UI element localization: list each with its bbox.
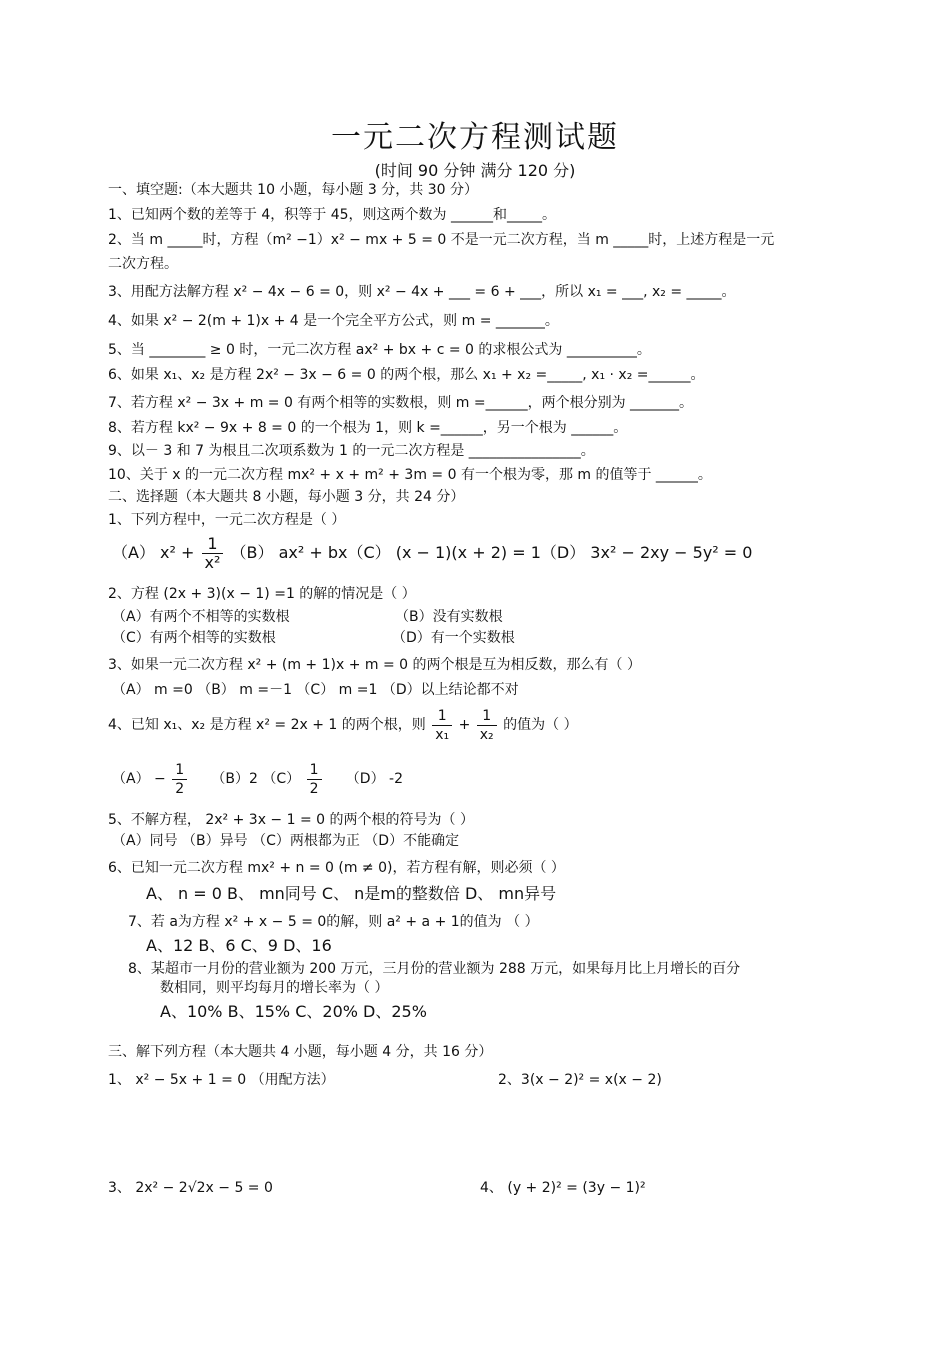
choice-2-option-d: （D）有一个实数根 [392,630,515,646]
choice-6-options: A、 n = 0 B、 mn同号 C、 n是m的整数倍 D、 mn异号 [146,884,557,903]
fill-question-2-continued: 二次方程。 [108,256,178,272]
choice-5-options: （A）同号 （B）异号 （C）两根都为正 （D）不能确定 [112,833,460,849]
fill-question-1: 1、已知两个数的差等于 4，积等于 45，则这两个数为 ______和_____。 [108,207,556,223]
choice-3-options: （A） m =0 （B） m =－1 （C） m =1 （D）以上结论都不对 [112,682,519,698]
fraction-denominator: x² [204,553,221,572]
solve-question-4: 4、 (y + 2)² = (3y − 1)² [480,1180,646,1196]
fill-question-2: 2、当 m _____时，方程（m² −1）x² − mx + 5 = 0 不是一元二次方程，当 m _____时，上述方程是一元 [108,232,775,248]
fraction-numerator: 1 [202,535,224,554]
choice-2-option-a: （A）有两个不相等的实数根 [112,609,290,625]
solve-question-1: 1、 x² − 5x + 1 = 0 （用配方法） [108,1072,335,1088]
choice-2-option-b: （B）没有实数根 [395,609,503,625]
page-subtitle: (时间 90 分钟 满分 120 分) [374,161,576,180]
choice-8-options: A、10% B、15% C、20% D、25% [160,1002,427,1021]
choice-7-options: A、12 B、6 C、9 D、16 [146,936,332,955]
question-4-stem: 4、已知 x₁、x₂ 是方程 x² = 2x + 1 的两个根，则 [108,717,426,733]
solve-question-2: 2、3(x − 2)² = x(x − 2) [498,1072,662,1088]
fraction-numerator: 1 [477,707,497,726]
options-b-c: （B）2 （C） [211,771,301,787]
fill-question-5: 5、当 ________ ≥ 0 时，一元二次方程 ax² + bx + c = 0 的求根公式为 __________。 [108,342,651,358]
solve-question-3: 3、 2x² − 2√2x − 5 = 0 [108,1180,273,1196]
choice-question-3: 3、如果一元二次方程 x² + (m + 1)x + m = 0 的两个根是互为相反数，那么有（ ） [108,657,641,673]
fraction-numerator: 1 [432,707,452,726]
choice-question-6: 6、已知一元二次方程 mx² + n = 0 (m ≠ 0)，若方程有解，则必须（ ） [108,860,565,876]
section-1-header: 一、填空题:（本大题共 10 小题，每小题 3 分，共 30 分） [108,182,478,198]
plus-sign: + [458,717,471,733]
choice-4-options [112,757,403,801]
choice-question-1: 1、下列方程中，一元二次方程是（ ） [108,512,346,528]
fill-question-10: 10、关于 x 的一元二次方程 mx² + x + m² + 3m = 0 有一个根为零，那 m 的值等于 ______。 [108,467,712,483]
fraction [432,707,452,744]
choice-question-7: 7、若 a为方程 x² + x − 5 = 0的解，则 a² + a + 1的值为 （ ） [128,914,539,930]
fraction-denominator: 2 [175,780,185,797]
option-a-label: （A） [112,543,155,562]
fill-question-6: 6、如果 x₁、x₂ 是方程 2x² − 3x − 6 = 0 的两个根，那么 x₁ + x₂ =_____, x₁ · x₂ =______。 [108,367,705,383]
choice-question-8-continued: 数相同，则平均每月的增长率为（ ） [160,980,389,996]
section-2-header: 二、选择题（本大题共 8 小题，每小题 3 分，共 24 分） [108,489,465,505]
fill-question-3: 3、用配方法解方程 x² − 4x − 6 = 0，则 x² − 4x + ___ = 6 + ___，所以 x₁ = ___, x₂ = _____。 [108,284,736,300]
fill-question-7: 7、若方程 x² − 3x + m = 0 有两个相等的实数根，则 m =______，两个根分别为 _______。 [108,395,694,411]
fill-question-8: 8、若方程 kx² − 9x + 8 = 0 的一个根为 1，则 k =______，另一个根为 ______。 [108,420,628,436]
fraction [172,761,187,798]
choice-question-2: 2、方程 (2x + 3)(x − 1) =1 的解的情况是（ ） [108,586,416,602]
fraction [477,707,497,744]
fraction [202,535,224,572]
fraction-denominator: x₂ [479,726,494,743]
choice-question-8: 8、某超市一月份的营业额为 200 万元，三月份的营业额为 288 万元，如果每月比上月增长的百分 [128,961,741,977]
option-a-expr: x² + [160,543,195,562]
fraction-numerator: 1 [307,761,322,780]
fill-question-9: 9、以－ 3 和 7 为根且二次项系数为 1 的一元二次方程是 ________________。 [108,443,595,459]
choice-question-1-options [112,535,752,572]
choice-2-option-c: （C）有两个相等的实数根 [112,630,276,646]
option-a: （A） − [112,771,166,787]
fraction [307,761,322,798]
fraction-denominator: x₁ [435,726,450,743]
choice-question-5: 5、不解方程， 2x² + 3x − 1 = 0 的两个根的符号为（ ） [108,812,474,828]
fraction-denominator: 2 [309,780,319,797]
page-title: 一元二次方程测试题 [331,120,619,155]
option-d: （D） -2 [345,771,403,787]
fraction-numerator: 1 [172,761,187,780]
options-b-c-d: （B） ax² + bx（C） (x − 1)(x + 2) = 1（D） 3x² − 2xy − 5y² = 0 [230,543,753,562]
choice-question-4 [108,703,578,747]
fill-question-4: 4、如果 x² − 2(m + 1)x + 4 是一个完全平方公式，则 m = _______。 [108,313,559,329]
section-3-header: 三、解下列方程（本大题共 4 小题，每小题 4 分，共 16 分） [108,1044,493,1060]
question-4-tail: 的值为（ ） [503,717,578,733]
